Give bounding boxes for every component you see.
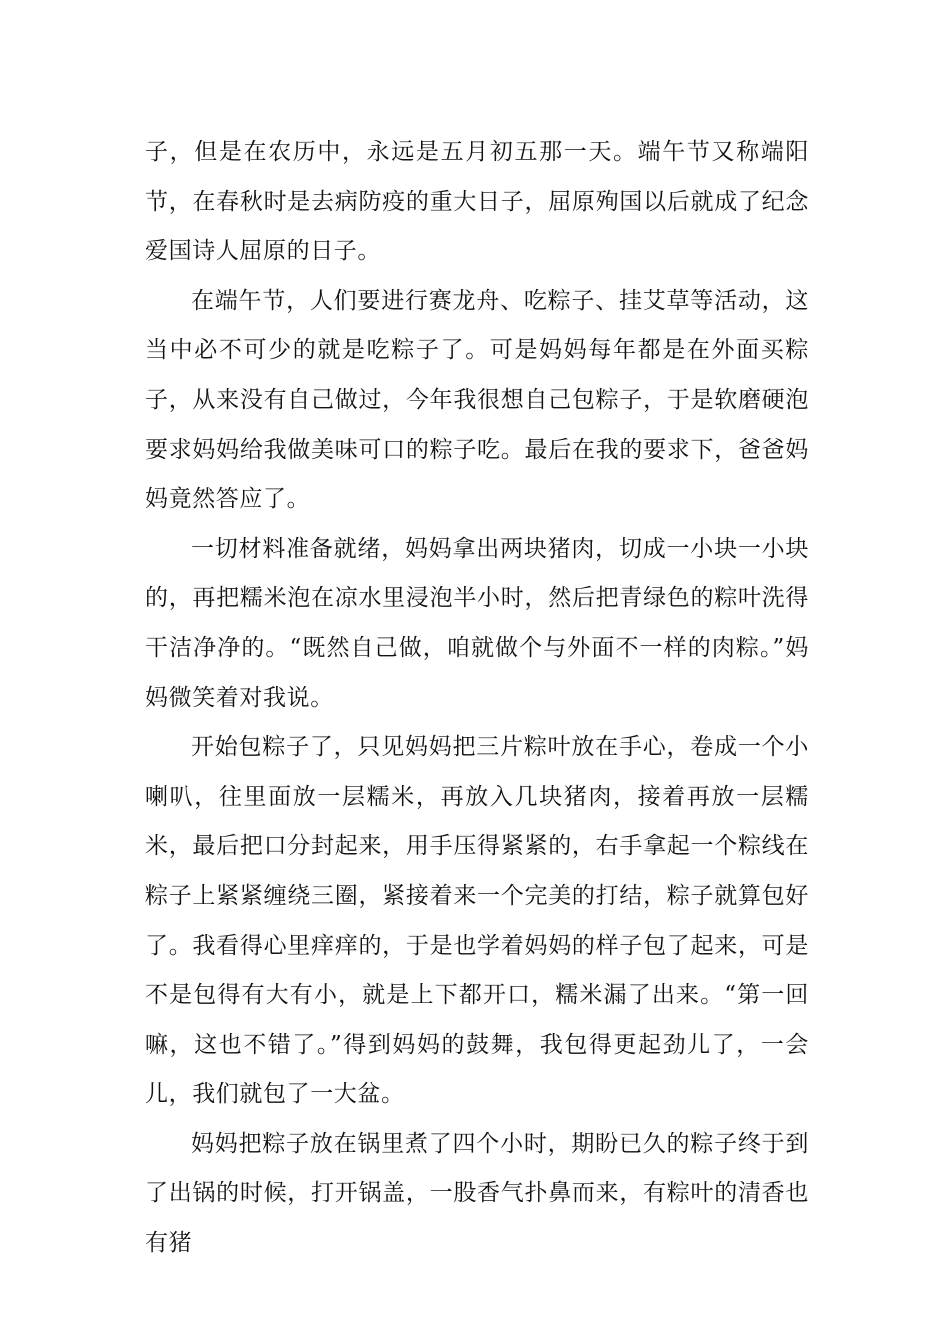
paragraph-2: 在端午节，人们要进行赛龙舟、吃粽子、挂艾草等活动，这当中必不可少的就是吃粽子了。可是妈妈每年都是在外面买粽子，从来没有自己做过，今年我很想自己包粽子，于是软磨硬泡要求妈妈给我做美味可口的粽子吃。最后在我的要求下，爸爸妈妈竟然答应了。 xyxy=(145,287,809,513)
paragraph-4: 开始包粽子了，只见妈妈把三片粽叶放在手心，卷成一个小喇叭，往里面放一层糯米，再放入几块猪肉，接着再放一层糯米，最后把口分封起来，用手压得紧紧的，右手拿起一个粽线在粽子上紧紧缠绕三圈，紧接着来一个完美的打结，粽子就算包好了。我看得心里痒痒的，于是也学着妈妈的样子包了起来，可是不是包得有大有小，就是上下都开口，糯米漏了出来。“第一回嘛，这也不错了。”得到妈妈的鼓舞，我包得更起劲儿了，一会儿，我们就包了一大盆。 xyxy=(145,734,809,1108)
document-body xyxy=(145,128,809,1269)
paragraph-5: 妈妈把粽子放在锅里煮了四个小时，期盼已久的粽子终于到了出锅的时候，打开锅盖，一股香气扑鼻而来，有粽叶的清香也有猪 xyxy=(145,1130,809,1257)
paragraph-1: 子，但是在农历中，永远是五月初五那一天。端午节又称端阳节，在春秋时是去病防疫的重大日子，屈原殉国以后就成了纪念爱国诗人屈原的日子。 xyxy=(145,139,809,265)
paragraph-3: 一切材料准备就绪，妈妈拿出两块猪肉，切成一小块一小块的，再把糯米泡在凉水里浸泡半小时，然后把青绿色的粽叶洗得干洁净净的。“既然自己做，咱就做个与外面不一样的肉粽。”妈妈微笑着对我说。 xyxy=(145,535,809,711)
